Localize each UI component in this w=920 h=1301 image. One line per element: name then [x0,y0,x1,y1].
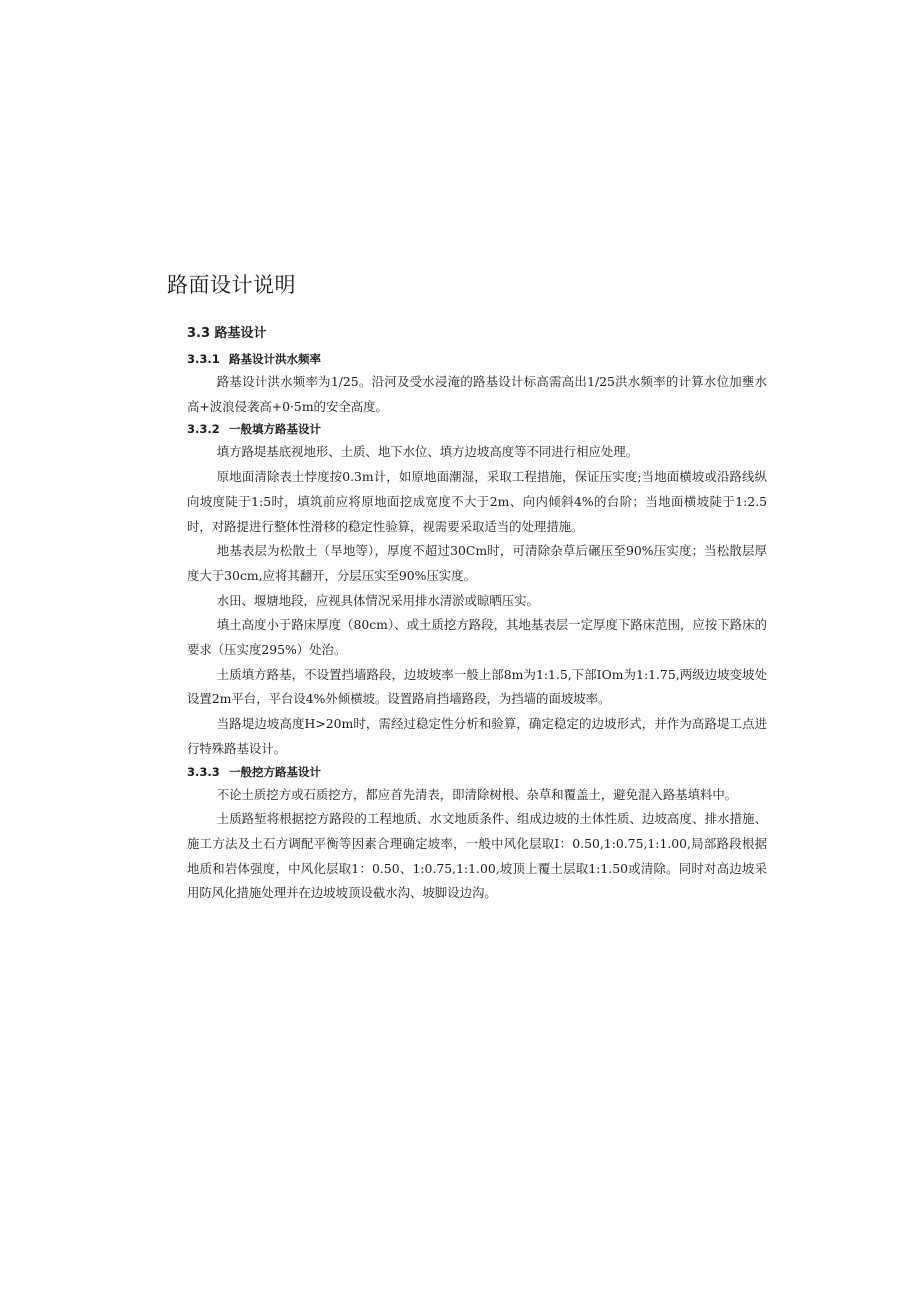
subsection-title: 一般挖方路基设计 [229,764,321,779]
paragraph: 土质路堑将根据挖方路段的工程地质、水文地质条件、组成边坡的土体性质、边坡高度、排水措施、施工方法及土石方调配平衡等因素合理确定坡率，一般中风化层取I：0.50,1:0.75,1:1.00,局部路段根据地质和岩体强度，中风化层取1：0.50、1:0.75,1:1.00,坡顶上覆土层取1:1.50或清除。同时对高边坡采用防风化措施处理并在边坡坡顶设截水沟、坡脚设边沟。 [187,811,767,901]
subsection-heading-331 [187,349,767,370]
paragraph: 地基表层为松散土（旱地等），厚度不超过30Cm时，可清除杂草后碾压至90%压实度；当松散层厚度大于30cm,应将其翻开，分层压实至90%压实度。 [187,543,767,583]
subsection-number: 3.3.1 [187,352,220,366]
paragraph: 填方路堤基底视地形、土质、地下水位、填方边坡高度等不同进行相应处理。 [216,444,639,460]
subsection-title: 一般填方路基设计 [229,422,321,437]
section-heading: 3.3 路基设计 [187,326,267,341]
paragraph: 土质填方路基，不设置挡墙路段，边坡坡率一般上部8m为1:1.5,下部IOm为1:1.75,两级边坡变坡处设置2m平台，平台设4%外倾横坡。设置路肩挡墙路段，为挡墙的面坡坡率。 [187,666,767,707]
subsection-number: 3.3.2 [187,422,220,437]
paragraph: 不论土质挖方或石质挖方，都应首先清表，即清除树根、杂草和覆盖土，避免混入路基填料中。 [216,786,738,802]
subsection-number: 3.3.3 [187,764,220,779]
page-title: 路面设计说明 [167,273,296,297]
paragraph: 路基设计洪水频率为1/25。沿河及受水浸淹的路基设计标高需高出1/25洪水频率的计算水位加壅水高+波浪侵袭高+0·5m的安全高度。 [187,374,767,414]
paragraph: 水田、堰塘地段，应视具体情况采用排水清淤或晾晒压实。 [216,592,539,608]
subsection-title: 路基设计洪水频率 [229,352,321,366]
subsection-heading-332 [187,419,767,440]
subsection-heading-333 [187,762,767,783]
paragraph: 原地面清除表土悖度按0.3m计，如原地面潮湿，采取工程措施，保证压实度;当地面横坡或沿路线纵向坡度陡于1:5时，填筑前应将原地面挖成宽度不大于2m、向内倾斜4%的台阶；当地面横坡陡于1:2.5时，对路提进行整体性滑移的稳定性验算，视需要采取适当的处理措施。 [187,469,767,534]
document-body [187,322,767,906]
paragraph: 填土高度小于路床厚度（80cm）、或土质挖方路段，其地基表层一定厚度下路床范围，应按下路床的要求（压实度295%）处治。 [187,617,767,658]
paragraph: 当路堤边坡高度H>20m时，需经过稳定性分析和验算，确定稳定的边坡形式，并作为高路堤工点进行特殊路基设计。 [187,716,767,756]
